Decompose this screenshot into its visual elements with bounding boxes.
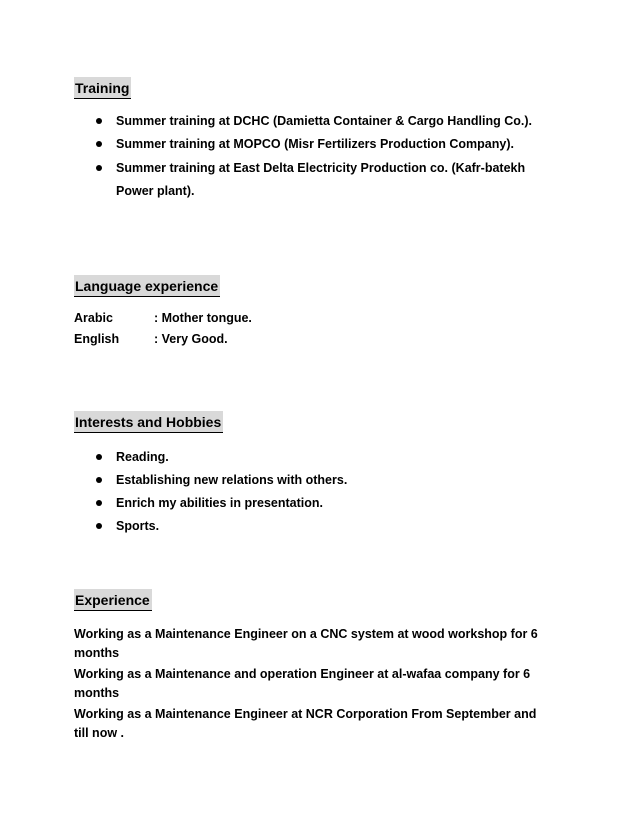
experience-text xyxy=(74,625,554,743)
bullet-icon xyxy=(96,477,102,483)
language-level: : Mother tongue. xyxy=(154,311,252,325)
training-heading: Training xyxy=(74,77,131,99)
interests-heading: Interests and Hobbies xyxy=(74,411,223,433)
training-list xyxy=(96,111,546,203)
list-item: Summer training at East Delta Electricity Production co. (Kafr-batekh Power plant). xyxy=(96,157,546,203)
language-row-arabic xyxy=(74,308,252,328)
experience-item: Working as a Maintenance and operation Engineer at al-wafaa company for 6 months xyxy=(74,667,531,700)
language-name: English xyxy=(74,332,120,346)
interests-list xyxy=(96,447,347,539)
bullet-icon xyxy=(96,500,102,506)
bullet-icon xyxy=(96,141,102,147)
list-item: Sports. xyxy=(96,516,347,539)
list-item: Establishing new relations with others. xyxy=(96,470,347,493)
language-heading: Language experience xyxy=(74,275,220,297)
list-item: Reading. xyxy=(96,447,347,470)
bullet-icon xyxy=(96,523,102,529)
list-item: Summer training at MOPCO (Misr Fertilizers Production Company). xyxy=(96,134,546,157)
bullet-icon xyxy=(96,118,102,124)
experience-item: Working as a Maintenance Engineer at NCR Corporation From September and till now . xyxy=(74,707,537,740)
bullet-icon xyxy=(96,165,102,171)
language-level: : Very Good. xyxy=(154,332,228,346)
language-name: Arabic xyxy=(74,311,113,325)
bullet-icon xyxy=(96,454,102,460)
list-item: Summer training at DCHC (Damietta Container & Cargo Handling Co.). xyxy=(96,111,546,134)
experience-heading: Experience xyxy=(74,589,152,611)
list-item: Enrich my abilities in presentation. xyxy=(96,493,347,516)
language-row-english xyxy=(74,329,228,349)
experience-item: Working as a Maintenance Engineer on a CNC system at wood workshop for 6 months xyxy=(74,627,538,660)
